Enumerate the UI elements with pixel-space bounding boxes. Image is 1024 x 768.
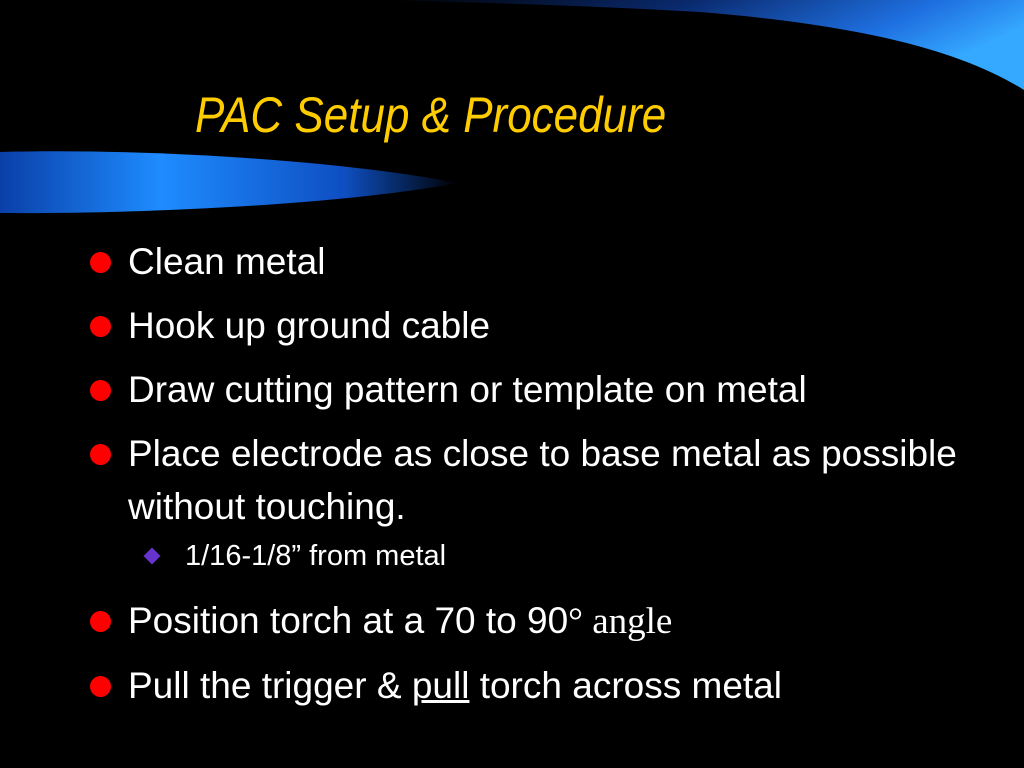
- red-circle-bullet-icon: [90, 611, 111, 632]
- bullet-text: Clean metal: [128, 241, 326, 282]
- bullet-item: [90, 299, 990, 352]
- sub-bullet-text: 1/16-1/8” from metal: [185, 540, 447, 572]
- bullet-text: Place electrode as close to base metal as possible without touching.: [128, 433, 957, 527]
- red-circle-bullet-icon: [90, 676, 111, 697]
- bullet-text: Draw cutting pattern or template on metal: [128, 369, 807, 410]
- angle-word: angle: [582, 601, 673, 642]
- bullet-list: [90, 235, 990, 723]
- bullet-item: [90, 363, 990, 416]
- left-swoosh: [0, 151, 458, 213]
- bullet-item: [90, 427, 990, 533]
- bullet-text: Position torch at a 70 to 90: [128, 600, 569, 641]
- red-circle-bullet-icon: [90, 380, 111, 401]
- purple-diamond-bullet-icon: [144, 548, 161, 565]
- bullet-item: [90, 594, 990, 648]
- bullet-item: [90, 659, 990, 712]
- bullet-text: Hook up ground cable: [128, 305, 491, 346]
- red-circle-bullet-icon: [90, 316, 111, 337]
- bullet-text: Pull the trigger &: [128, 665, 412, 706]
- sub-bullet-item: [90, 536, 990, 576]
- bullet-text-after: torch across metal: [469, 665, 782, 706]
- red-circle-bullet-icon: [90, 252, 111, 273]
- slide-title: PAC Setup & Procedure: [195, 87, 667, 143]
- degree-symbol: °: [568, 601, 583, 642]
- underlined-word: pull: [411, 665, 470, 706]
- red-circle-bullet-icon: [90, 444, 111, 465]
- top-right-swoosh: [380, 0, 1024, 90]
- bullet-item: [90, 235, 990, 288]
